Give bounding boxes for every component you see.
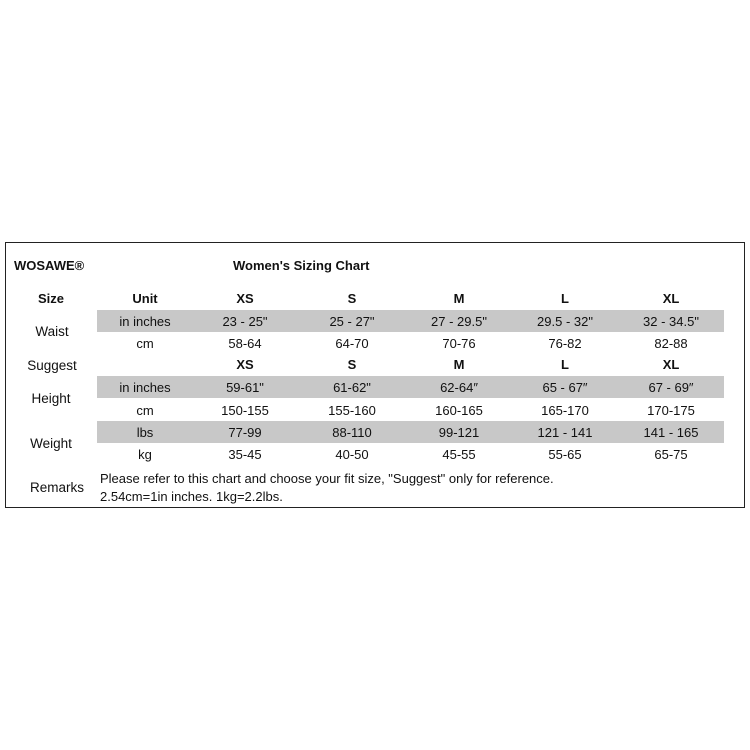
suggest-size: L <box>561 357 569 372</box>
suggest-size: XL <box>662 357 680 372</box>
suggest-size: XS <box>236 357 254 372</box>
table-cell: 82-88 <box>654 336 688 351</box>
table-cell: 150-155 <box>221 403 269 418</box>
table-cell: 59-61" <box>226 380 264 395</box>
suggest-label: Suggest <box>27 358 77 373</box>
waist-inches-band <box>97 310 724 332</box>
table-cell: 141 - 165 <box>643 425 699 440</box>
table-cell: 76-82 <box>548 336 582 351</box>
table-cell: 23 - 25" <box>222 314 268 329</box>
brand-name: WOSAWE® <box>14 258 85 273</box>
table-cell: 32 - 34.5" <box>643 314 699 329</box>
table-cell: 25 - 27" <box>329 314 375 329</box>
table-cell: 155-160 <box>328 403 376 418</box>
table-cell: 65 - 67″ <box>542 380 588 395</box>
unit-cell: lbs <box>136 425 154 440</box>
table-cell: 58-64 <box>228 336 262 351</box>
table-cell: 55-65 <box>548 447 582 462</box>
sizing-chart <box>5 242 745 508</box>
table-cell: 29.5 - 32" <box>537 314 593 329</box>
height-label: Height <box>31 391 71 406</box>
table-cell: 165-170 <box>541 403 589 418</box>
table-cell: 121 - 141 <box>537 425 593 440</box>
weight-label: Weight <box>30 436 72 451</box>
size-header: XL <box>662 291 680 306</box>
table-cell: 61-62" <box>333 380 371 395</box>
remarks-text: Please refer to this chart and choose your fit size, "Suggest" only for reference. <box>100 471 554 486</box>
table-cell: 170-175 <box>647 403 695 418</box>
table-cell: 40-50 <box>335 447 369 462</box>
height-inches-band <box>97 376 724 398</box>
unit-label: Unit <box>132 291 158 306</box>
waist-label: Waist <box>35 324 69 339</box>
table-cell: 27 - 29.5" <box>431 314 487 329</box>
table-cell: 160-165 <box>435 403 483 418</box>
suggest-size: S <box>347 357 357 372</box>
unit-cell: in inches <box>119 380 171 395</box>
unit-cell: cm <box>136 403 154 418</box>
unit-cell: cm <box>136 336 154 351</box>
table-cell: 70-76 <box>442 336 476 351</box>
size-header: S <box>347 291 357 306</box>
table-cell: 64-70 <box>335 336 369 351</box>
table-cell: 35-45 <box>228 447 262 462</box>
weight-lbs-band <box>97 421 724 443</box>
size-header: L <box>561 291 569 306</box>
table-cell: 88-110 <box>332 425 372 440</box>
size-label: Size <box>37 291 65 306</box>
remarks-label: Remarks <box>29 480 85 495</box>
table-cell: 99-121 <box>438 425 480 440</box>
remarks-text: 2.54cm=1in inches. 1kg=2.2lbs. <box>100 489 283 504</box>
table-cell: 62-64″ <box>440 380 478 395</box>
table-cell: 77-99 <box>228 425 262 440</box>
size-header: M <box>453 291 465 306</box>
table-cell: 45-55 <box>442 447 476 462</box>
table-cell: 65-75 <box>654 447 688 462</box>
table-cell: 67 - 69″ <box>648 380 694 395</box>
unit-cell: kg <box>138 447 152 462</box>
chart-title: Women's Sizing Chart <box>233 258 370 273</box>
size-header: XS <box>236 291 254 306</box>
unit-cell: in inches <box>119 314 171 329</box>
suggest-size: M <box>453 357 465 372</box>
